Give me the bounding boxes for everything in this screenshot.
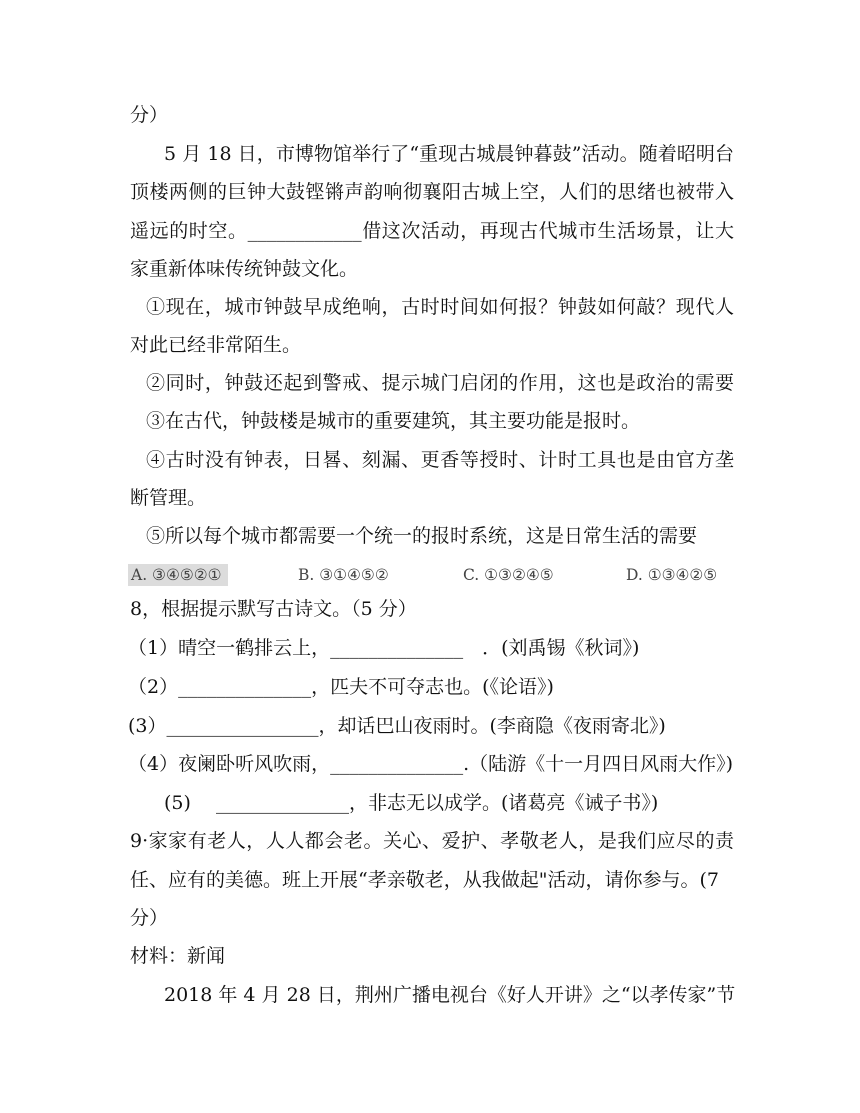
option-c[interactable]: C. ①③②④⑤	[463, 566, 554, 584]
option-d[interactable]: D. ①③④②⑤	[626, 566, 718, 584]
sentence-item: ⑤所以每个城市都需要一个统一的报时系统，这是日常生活的需要	[146, 525, 698, 547]
q8-title: 8，根据提示默写古诗文。（5 分）	[130, 598, 417, 620]
q9-line: 9·家家有老人，人人都会老。关心、爱护、孝敬老人，是我们应尽的责	[130, 830, 734, 852]
sentence-item: ③在古代，钟鼓楼是城市的重要建筑，其主要功能是报时。	[146, 410, 641, 432]
q7-paragraph-line: 家重新体味传统钟鼓文化。	[130, 258, 359, 280]
q8-item: （4）夜阑卧听风吹雨，______________.（陆游《十一月四日风雨大作》)	[128, 753, 734, 775]
answer-options	[128, 564, 732, 588]
q8-item: （1）晴空一鹤排云上，______________ ．(刘禹锡《秋词》)	[128, 637, 640, 659]
sentence-item: 断管理。	[130, 487, 207, 509]
option-a[interactable]: A. ③④⑤②①	[128, 564, 228, 586]
sentence-item: ②同时，钟鼓还起到警戒、提示城门启闭的作用，这也是政治的需要	[146, 372, 734, 394]
q9-line: 分）	[130, 907, 169, 929]
q7-paragraph-line: 5 月 18 日，市博物馆举行了“重现古城晨钟暮鼓”活动。随着昭明台	[164, 143, 734, 165]
q8-item: (5) ______________，非志无以成学。(诸葛亮《诫子书》)	[164, 792, 659, 814]
option-b[interactable]: B. ③①④⑤②	[298, 566, 389, 584]
material-label: 材料：新闻	[130, 945, 226, 967]
sentence-item: 对此已经非常陌生。	[130, 334, 302, 356]
q7-paragraph-line: 顶楼两侧的巨钟大鼓铿锵声韵响彻襄阳古城上空，人们的思绪也被带入	[130, 181, 734, 203]
news-first-line: 2018 年 4 月 28 日，荆州广播电视台《好人开讲》之“以孝传家”节	[164, 984, 736, 1006]
q7-paragraph-line: 遥远的时空。____________借这次活动，再现古代城市生活场景，让大	[130, 220, 734, 242]
sentence-item: ①现在，城市钟鼓早成绝响，古时时间如何报？钟鼓如何敲？现代人	[146, 296, 734, 318]
q7-tail: 分）	[130, 104, 169, 126]
q9-line: 任、应有的美德。班上开展“孝亲敬老，从我做起"活动，请你参与。(7	[130, 869, 719, 891]
q8-item: （2）______________，匹夫不可夺志也。(《论语》)	[128, 676, 554, 698]
q8-item: (3）________________，却话巴山夜雨时。(李商隐《夜雨寄北》)	[128, 715, 666, 737]
sentence-item: ④古时没有钟表，日晷、刻漏、更香等授时、计时工具也是由官方垄	[146, 449, 734, 471]
